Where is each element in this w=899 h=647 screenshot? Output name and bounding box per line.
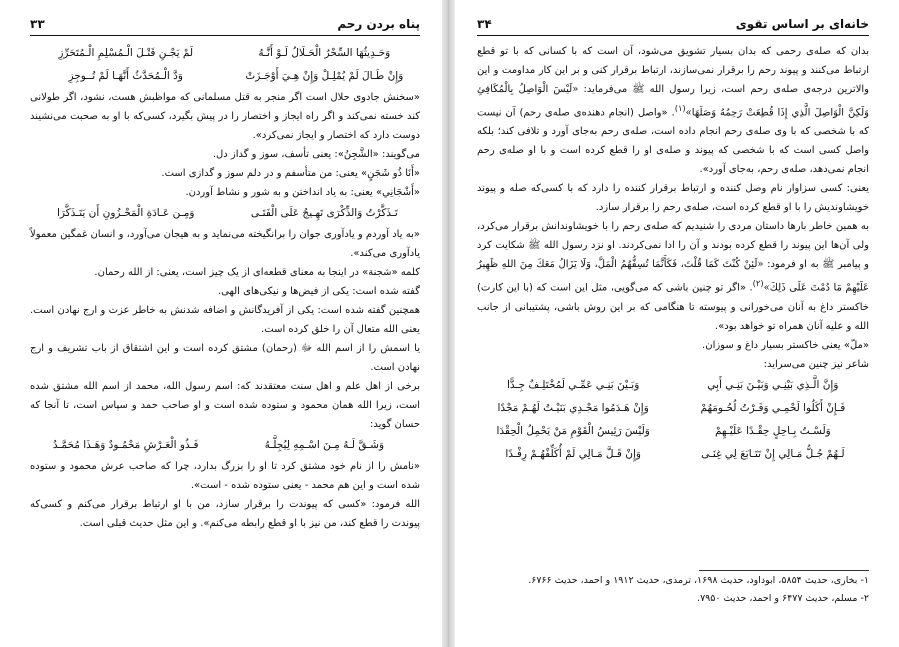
- paragraph-text: . «اگر تو چنین باشی که می‌گویی، مثل این است که (با این کارت) خاکستر داغ به آنان می‌خورانی و پیوسته تا هنگامی که بر این روش باشی، پشتیبانی از جانب الله و علیه آنان همراه تو خواهد بود».: [477, 282, 869, 332]
- verse-line: [477, 443, 869, 466]
- paragraph: «سخنش جادوی حلال است اگر منجر به قتل مسلمانی که مواظبش هست، نشود، اگر طولانی کند خسته نمی‌کند و اگر راه ایجاز و اختصار را در پیش بگیرد، کسی‌که با او به صحبت می‌نشیند دوست دارد که اختصار و ایجاز نمی‌کرد».: [30, 92, 420, 141]
- hemistich: وَلَيْسَ رَئِيسُ الْقَوْمِ مَنْ يَحْمِلُ الْحِقْدَا: [496, 424, 650, 437]
- hemistich: وَبَـيْنَ بَنِـي عَمِّـي لَمُخْتَلِـفٌ جِـدًّا: [507, 378, 640, 391]
- page-33: [0, 0, 442, 647]
- verse-line: [30, 42, 420, 65]
- paragraph-text: . «واصل (انجام دهنده‌ی صله‌ی رحم) آن نیست که با شخصی که با وی صله‌ی رحم انجام داده است، صله‌ی رحم به‌جای آورد و تلافی کند؛ بلکه واصل کسی است که با شخصی که پیوند و صله‌ی او را قطع کرده است و با او صله‌ی رحم انجام نمی‌دهد، صله‌ی رحم، به‌جای آورد».: [477, 107, 869, 176]
- footnote: ۲- مسلم، حدیث ۶۴۷۷ و احمد، حدیث ۷۹۵۰.: [697, 593, 869, 604]
- hemistich: لَـهُمْ جُـلُّ مَـالِي إِنْ تَتَـابَعَ لِي غِنَـى: [701, 447, 845, 460]
- paragraph: گفته شده است: یکی از فیض‌ها و نیکی‌های الهی.: [217, 286, 420, 297]
- footnote: ۱- بخاری، حدیث ۵۸۵۴، ابوداود، حدیث ۱۶۹۸، ترمذی، حدیث ۱۹۱۲ و احمد، حدیث ۶۷۶۶.: [528, 575, 869, 586]
- verse-line: [477, 420, 869, 443]
- hemistich: وَدَّ الْـمُحَدَّثُ أَنَّهَـا لَمْ تُــوجِزِ: [68, 70, 183, 82]
- hemistich: فَـإِنْ أَكَلُوا لَحْمِـي وَفَـرْتُ لُحُـومَهُمْ: [700, 401, 846, 414]
- paragraph: الله فرمود: «کسی که پیوندت را برقرار سازد، من با او ارتباط برقرار می‌کنم و کسی‌که پیوندت را قطع کند، من نیز با او قطع رابطه می‌کنم». و این مثل حدیث قبلی است.: [30, 499, 420, 529]
- page-number: ۳۴: [477, 17, 492, 31]
- page-title: پناه بردن رحم: [337, 17, 420, 31]
- hemistich: وَشَـقَّ لَـهُ مِـنَ اسْـمِهِ لِيُجِلَّـهُ: [264, 439, 385, 451]
- hemistich: وَمِـن عَـادَةِ الْمَحْـزُونِ أَن يَتَـذَكَّرَا: [56, 207, 195, 219]
- running-header: [477, 12, 869, 36]
- hemistich: تَـذَكَّرْتُ وَالذِّكْرَى تَهِـيجُ عَلَى الْفَتَـى: [250, 207, 398, 219]
- paragraph: [477, 217, 869, 335]
- verse-line: [30, 434, 420, 457]
- verse-line: [30, 65, 420, 88]
- verse-line: [477, 397, 869, 420]
- verse-line: [477, 374, 869, 397]
- page-title: خانه‌ای بر اساس تقوی: [735, 17, 869, 31]
- hadith-quote: «لَئِنْ كُنْتَ كَمَا قُلْتَ، فَكَأَنَّمَا تُسِفُّهُمُ الْمَلَّ، وَلَا يَزَالُ مَعَكَ مِنَ اللهِ ظَهِيرٌ عَلَيْهِمْ مَا دُمْتَ عَلَى ذَلِكَ»: [477, 259, 869, 294]
- paragraph: «نامش را از نام خود مشتق کرد تا او را بزرگ بدارد، چرا که صاحب عرش محمود و ستوده شده است و این هم محمد - یعنی ستوده شده - است».: [30, 461, 420, 491]
- hemistich: لَمْ يَجْـنِ قَتْـلَ الْـمُسْلِمِ الْـمُتَحَرِّزِ: [58, 47, 194, 59]
- paragraph: کلمه «شجنة» در اینجا به معنای قطعه‌ای از یک چیز است، یعنی: از الله رحمان.: [94, 267, 420, 278]
- paragraph: همچنین گفته شده است: یکی از آفریدگانش و اضافه شدنش به خاطر عزت و ارج نهادن است. یعنی الله متعال آن را خلق کرده است.: [30, 305, 420, 335]
- hemistich: وَإِنْ طَـالَ لَمْ يُمْلِـلْ وَإِنْ هِـيَ أَوْجَـزَتْ: [245, 70, 404, 82]
- hemistich: وَإِنَّ الَّـذِي بَيْنِـي وَبَيْـنَ بَنِـي أَبِي: [707, 378, 839, 391]
- footnote-rule: [699, 570, 869, 571]
- hadith-quote: «لَيْسَ الْوَاصِلُ بِالْمُكَافِئِ وَلَكِنَّ الْوَاصِلَ الَّذِي إِذَا قُطِعَتْ رَحِمُهُ وَصَلَهَا»: [477, 84, 869, 119]
- hemistich: وَحَـدِيثُهَا السِّحْرُ الْحَـلَالُ لَـوْ أَنَّـهُ: [258, 47, 391, 59]
- paragraph-text: به همین خاطر بارها داستان مردی را شنیدیم که صله‌ی رحم را با خویشاوندانش برقرار می‌کرد، ولی آن‌ها این پیوند را قطع کرده بودند و آن را ادا نمی‌کردند. او نزد رسول الله ﷺ شکایت کرد و پیامبر ﷺ به او فرمود:: [477, 221, 870, 271]
- hemistich: فَـذُو الْعَـرْشِ مَحْمُـودٌ وَهَـذَا مُحَمَّـدُ: [52, 439, 199, 451]
- paragraph: «أَنَا ذُو شَجَنٍ» یعنی: من متأسفم و در دلم سوز و گدازی است.: [161, 168, 420, 179]
- book-gutter: [442, 0, 455, 647]
- page-body: [477, 36, 869, 466]
- hemistich: وَإِنْ قَـلَّ مَـالِي لَمْ أُكَلِّفْهُـمْ رِفْـدًا: [505, 447, 641, 460]
- paragraph: می‌گویند: «الشَّجِنُ»: یعنی تأسف، سوز و گداز دل.: [212, 149, 420, 160]
- paragraph: [477, 42, 869, 179]
- page-34: [455, 0, 899, 647]
- footnotes: [477, 572, 869, 608]
- page-number: ۳۳: [30, 17, 45, 31]
- running-header: [30, 12, 420, 36]
- paragraph: «به یاد آوردم و یادآوری جوان را برانگیخته می‌نماید و به هیجان می‌آورد، و انسان غمگین معمولاً یادآوری می‌کند».: [30, 229, 420, 259]
- hemistich: وَإِنْ هَـدَمُوا مَجْـدِي بَنَيْـتُ لَهُـمْ مَجْدًا: [497, 401, 649, 414]
- paragraph: «أَشْجَانِي» یعنی: به یاد انداختن و به شور و نشاط آوردن.: [185, 187, 420, 198]
- verse-line: [30, 202, 420, 225]
- page-body: [30, 36, 420, 533]
- paragraph: یا اسمش را از اسم الله ﷻ (رحمان) مشتق کرده است و این اشتقاق از باب تشریف و ارج نهادن است.: [30, 343, 420, 373]
- paragraph: شاعر نیز چنین می‌سراید:: [763, 358, 869, 370]
- footnote-ref: (۲): [752, 278, 764, 289]
- paragraph-text: بدان که صله‌ی رحمی که بدان بسیار تشویق می‌شود، آن است که با کسانی که با تو قطع ارتباط می‌کنند و پیوند رحم را برقرار نمی‌سازند، ارتباط برقرار کنی و بر این کار مداومت و این والاترین درجه‌ی صله‌ی رحم است، زیرا رسول الله ﷺ می‌فرماید:: [477, 46, 870, 95]
- footnote-ref: (۱): [674, 103, 686, 113]
- hemistich: وَلَسْـتُ بِـاحِلٍ حِقْـدًا عَلَيْـهِمْ: [714, 424, 831, 437]
- paragraph: «ملّ» یعنی خاکستر بسیار داغ و سوزان.: [702, 339, 869, 351]
- paragraph: برخی از اهل علم و اهل سنت معتقدند که: اسم رسول الله، محمد از اسم الله مشتق شده است، زیرا الله همان محمود و ستوده شده است و او صاحب حمد و سپاس است، تا آنجا که حسان گوید:: [30, 381, 420, 430]
- paragraph: یعنی: کسی سزاوار نام وصل کننده و ارتباط برقرار کننده را دارد که با کسی‌که صله و پیوند خویشاوندیش را با او قطع کرده است، صله‌ی رحم را برقرار سازد.: [477, 183, 869, 214]
